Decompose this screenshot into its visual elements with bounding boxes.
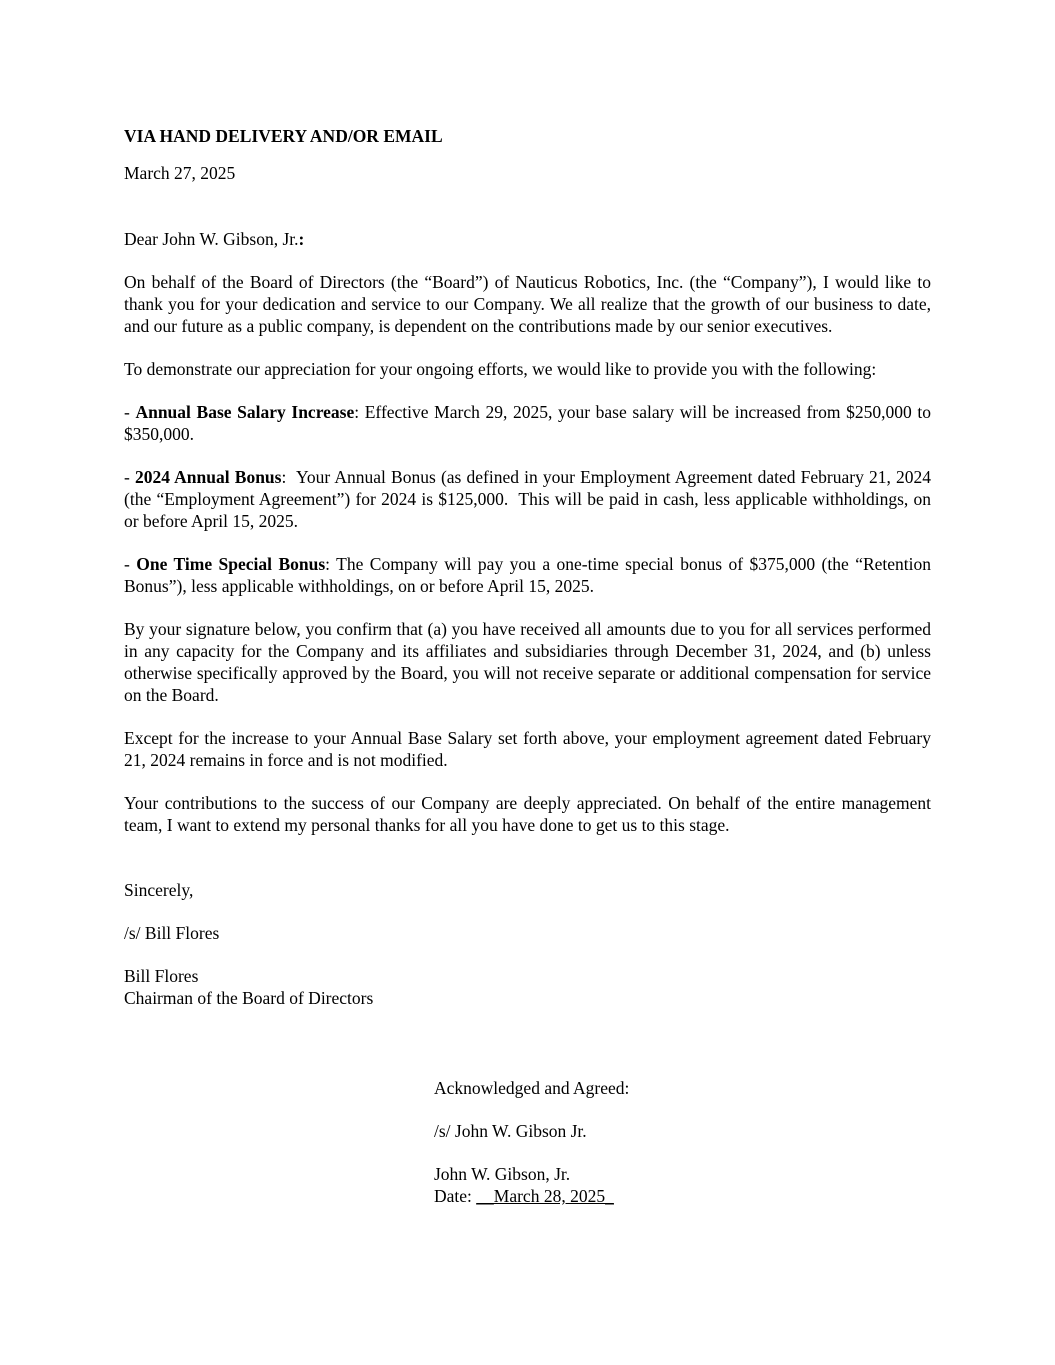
list-item-prefix: - bbox=[124, 467, 135, 487]
list-item-text: : Effective March 29, 2025, your base salary will be increased from $250,000 to $350,000. bbox=[124, 402, 931, 444]
paragraph-confirmation: By your signature below, you confirm that (a) you have received all amounts due to you for all services performed in any capacity for the Company and its affiliates and subsidiaries through December 31, 2024, and (b) unless otherwise specifically approved by the Board, you will not receive separate or additional compensation for service on the Board. bbox=[124, 619, 931, 705]
list-item-label: Annual Base Salary Increase bbox=[135, 402, 355, 422]
list-item-text: : The Company will pay you a one-time special bonus of $375,000 (the “Retention Bonus”), less applicable withholdings, on or before April 15, 2025. bbox=[124, 554, 932, 596]
paragraph-thanks: Your contributions to the success of our Company are deeply appreciated. On behalf of the entire management team, I want to extend my personal thanks for all you have done to get us to this stage. bbox=[124, 793, 931, 835]
acknowledgement-name: John W. Gibson, Jr. bbox=[434, 1164, 571, 1184]
salutation-colon: : bbox=[298, 229, 305, 249]
list-item-text: : Your Annual Bonus (as defined in your Employment Agreement dated February 21, 2024 (the “Employment Agreement”) for 2024 is $125,000. This will be paid in cash, less applicable withholdings, on or before April 15, 2025. bbox=[124, 467, 936, 531]
paragraph-agreement: Except for the increase to your Annual Base Salary set forth above, your employment agreement dated February 21, 2024 remains in force and is not modified. bbox=[124, 728, 931, 770]
signer-name: Bill Flores bbox=[124, 966, 199, 986]
acknowledgement-signature: /s/ John W. Gibson Jr. bbox=[434, 1121, 587, 1141]
paragraph-appreciation: To demonstrate our appreciation for your ongoing efforts, we would like to provide you with the following: bbox=[124, 359, 877, 379]
salutation bbox=[124, 228, 931, 250]
list-item-salary bbox=[124, 401, 931, 445]
list-item-special-bonus bbox=[124, 553, 931, 597]
list-item-prefix: - bbox=[124, 402, 136, 422]
signature: /s/ Bill Flores bbox=[124, 923, 220, 943]
closing: Sincerely, bbox=[124, 880, 194, 900]
acknowledgement-block bbox=[434, 1077, 834, 1207]
acknowledgement-label: Acknowledged and Agreed: bbox=[434, 1078, 630, 1098]
delivery-heading: VIA HAND DELIVERY AND/OR EMAIL bbox=[124, 126, 443, 146]
list-item-prefix: - bbox=[124, 554, 137, 574]
letter-date: March 27, 2025 bbox=[124, 163, 236, 183]
salutation-text: Dear John W. Gibson, Jr. bbox=[124, 229, 299, 249]
acknowledgement-date bbox=[434, 1185, 834, 1207]
signer-title: Chairman of the Board of Directors bbox=[124, 988, 374, 1008]
date-label: Date: bbox=[434, 1186, 477, 1206]
date-value: __March 28, 2025_ bbox=[476, 1186, 614, 1206]
list-item-annual-bonus bbox=[124, 466, 936, 532]
list-item-label: One Time Special Bonus bbox=[136, 554, 326, 574]
letter-body bbox=[124, 124, 936, 1009]
list-item-label: 2024 Annual Bonus bbox=[134, 467, 282, 487]
paragraph-intro: On behalf of the Board of Directors (the “Board”) of Nauticus Robotics, Inc. (the “Company”), I would like to thank you for your dedication and service to our Company. We all realize that the growth of our business to date, and our future as a public company, is dependent on the contributions made by our senior executives. bbox=[124, 272, 931, 336]
